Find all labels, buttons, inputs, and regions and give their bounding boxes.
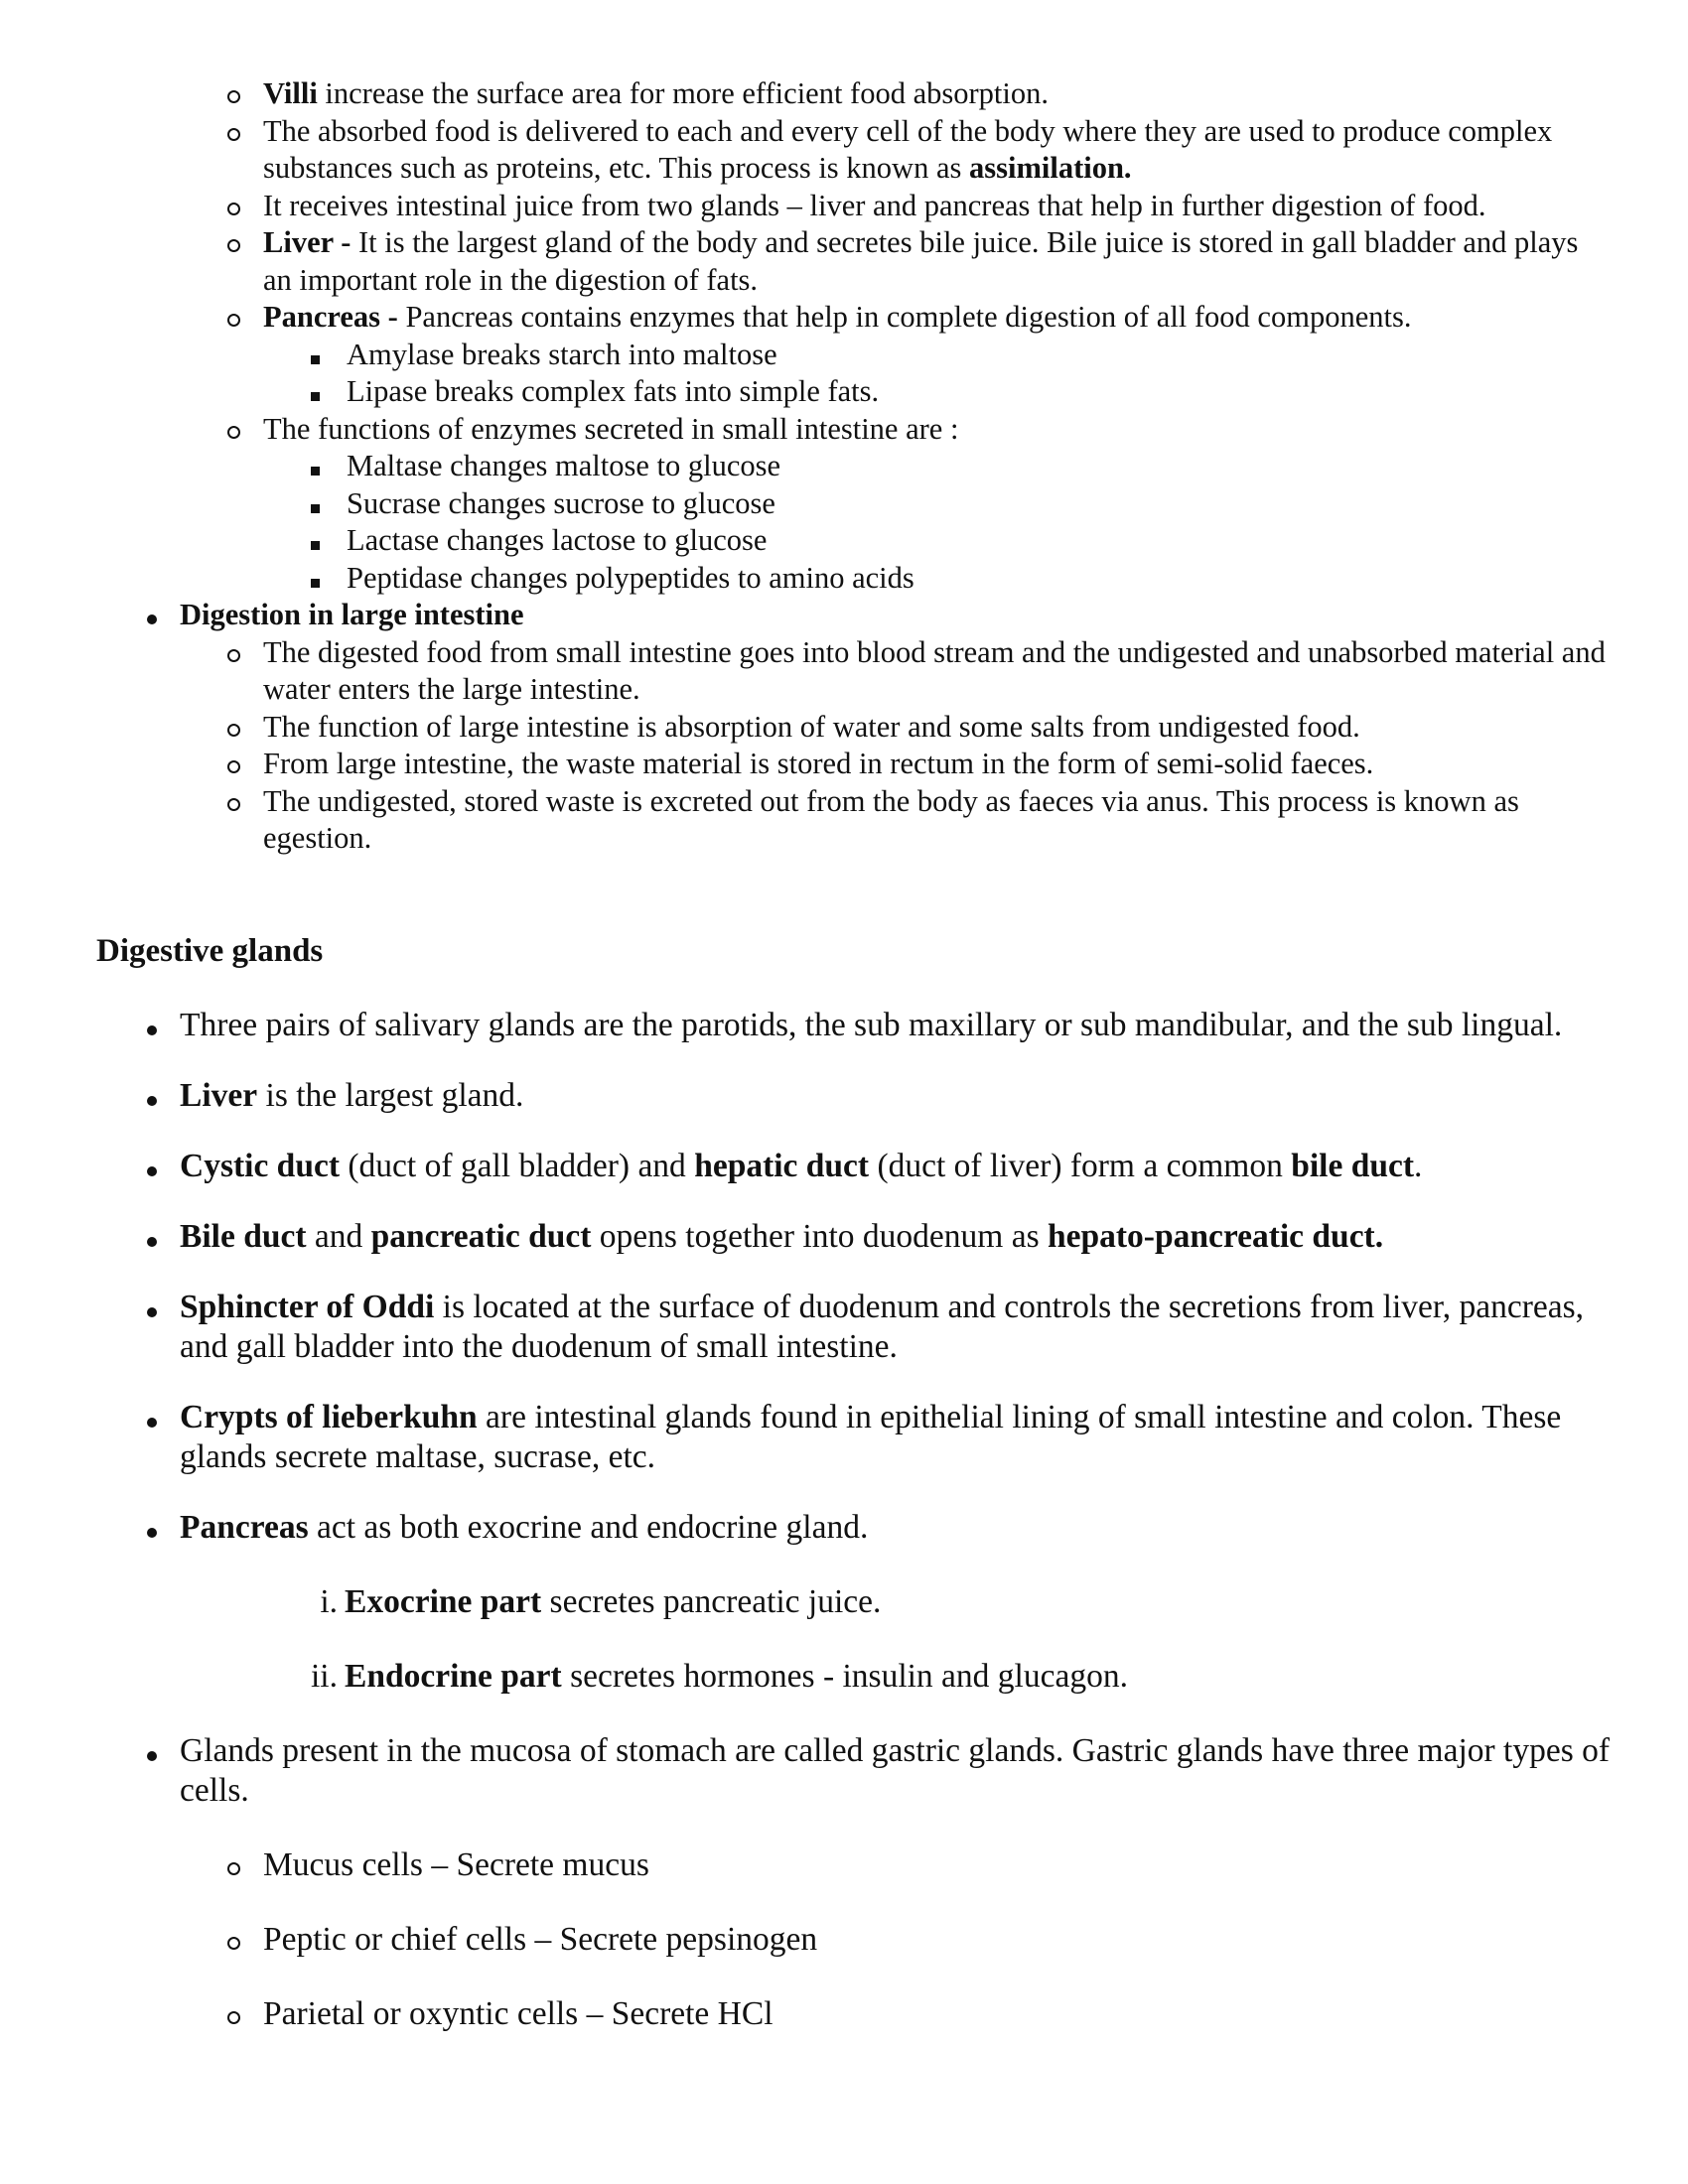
item-text: It is the largest gland of the body and secretes bile juice. Bile juice is stored in gall bladder and plays an important role in the digestion of fats. — [263, 225, 1579, 297]
item-text: The undigested, stored waste is excreted out from the body as faeces via anus. This process is known as egestion. — [263, 783, 1519, 855]
item-text: is located at the surface of duodenum and controls the secretions from liver, pancreas, and gall bladder into the duodenum of small intestine. — [180, 1289, 1584, 1365]
hollow-circle-bullet-icon — [227, 188, 240, 225]
term-hepato-pancreatic-duct: hepato-pancreatic duct. — [1048, 1218, 1384, 1255]
list-item — [0, 1076, 1688, 1116]
square-bullet-icon — [311, 560, 320, 598]
item-text: The digested food from small intestine goes into blood stream and the undigested and unabsorbed material and water enters the large intestine. — [263, 634, 1606, 706]
hollow-circle-bullet-icon — [227, 746, 240, 783]
item-text: is the largest gland. — [257, 1077, 524, 1114]
term-endocrine-part: Endocrine part — [345, 1658, 562, 1695]
large-intestine-title: Digestion in large intestine — [180, 598, 524, 631]
list-item — [0, 188, 1688, 225]
sub-list-item — [0, 560, 1688, 598]
list-item — [0, 299, 1688, 337]
sub-list-item — [0, 373, 1688, 411]
hollow-circle-bullet-icon — [227, 113, 240, 151]
numbered-item — [0, 1582, 1688, 1622]
sub-list-item — [0, 1845, 1688, 1885]
list-item — [0, 1217, 1688, 1257]
term-hepatic-duct: hepatic duct — [694, 1148, 870, 1184]
term-exocrine-part: Exocrine part — [345, 1583, 542, 1620]
item-text: Mucus cells – Secrete mucus — [263, 1846, 649, 1883]
sub-list-item — [0, 448, 1688, 485]
item-text: Parietal or oxyntic cells – Secrete HCl — [263, 1995, 774, 2032]
term-crypts-of-lieberkuhn: Crypts of lieberkuhn — [180, 1399, 478, 1435]
square-bullet-icon — [311, 485, 320, 523]
term-sphincter-of-oddi: Sphincter of Oddi — [180, 1289, 435, 1325]
list-item — [0, 1731, 1688, 1811]
section-heading: Digestive glands — [96, 933, 324, 969]
item-text: secretes pancreatic juice. — [541, 1583, 882, 1620]
hollow-circle-bullet-icon — [227, 1845, 240, 1885]
digestive-glands-section — [0, 1006, 1688, 2069]
item-text: The functions of enzymes secreted in small intestine are : — [263, 411, 959, 446]
term-pancreas: Pancreas — [180, 1509, 309, 1546]
square-bullet-icon — [311, 448, 320, 485]
item-text: Amylase breaks starch into maltose — [347, 337, 777, 371]
list-item — [0, 1006, 1688, 1045]
small-intestine-section — [0, 75, 1688, 858]
item-text: Maltase changes maltose to glucose — [347, 449, 781, 482]
item-text: Sucrase changes sucrose to glucose — [347, 485, 775, 520]
filled-circle-bullet-icon — [147, 1006, 157, 1045]
list-item — [0, 1508, 1688, 1548]
hollow-circle-bullet-icon — [227, 224, 240, 262]
sub-list-item — [0, 485, 1688, 523]
filled-circle-bullet-icon — [147, 1398, 157, 1437]
sub-list-item — [0, 337, 1688, 374]
item-text: Three pairs of salivary glands are the parotids, the sub maxillary or sub mandibular, and the sub lingual. — [180, 1007, 1563, 1043]
item-text: From large intestine, the waste material is stored in rectum in the form of semi-solid faeces. — [263, 747, 1374, 780]
term-pancreas: Pancreas - — [263, 300, 398, 334]
sub-list-item — [0, 522, 1688, 560]
item-text: (duct of liver) form a common — [869, 1148, 1292, 1184]
item-text: increase the surface area for more efficient food absorption. — [317, 76, 1049, 110]
hollow-circle-bullet-icon — [227, 75, 240, 113]
sub-list-item — [0, 1920, 1688, 1960]
item-text: Glands present in the mucosa of stomach are called gastric glands. Gastric glands have three major types of cells. — [180, 1732, 1611, 1809]
hollow-circle-bullet-icon — [227, 411, 240, 449]
item-text: Peptidase changes polypeptides to amino acids — [347, 560, 914, 595]
item-text: (duct of gall bladder) and — [339, 1148, 695, 1184]
item-text: Lipase breaks complex fats into simple fats. — [347, 374, 880, 408]
term-cystic-duct: Cystic duct — [180, 1148, 340, 1184]
hollow-circle-bullet-icon — [227, 634, 240, 672]
filled-circle-bullet-icon — [147, 1731, 157, 1771]
list-item — [0, 746, 1688, 783]
square-bullet-icon — [311, 337, 320, 374]
item-text: The function of large intestine is absorption of water and some salts from undigested food. — [263, 709, 1360, 744]
item-text: opens together into duodenum as — [591, 1218, 1049, 1255]
list-item — [0, 709, 1688, 747]
term-pancreatic-duct: pancreatic duct — [370, 1218, 592, 1255]
list-item — [0, 75, 1688, 113]
list-item — [0, 1147, 1688, 1186]
list-item — [0, 597, 1688, 634]
list-item — [0, 411, 1688, 449]
item-text: secretes hormones - insulin and glucagon. — [561, 1658, 1128, 1695]
filled-circle-bullet-icon — [147, 1217, 157, 1257]
item-text: act as both exocrine and endocrine gland. — [308, 1509, 869, 1546]
term-bile-duct: bile duct — [1291, 1148, 1414, 1184]
term-liver: Liver — [180, 1077, 258, 1114]
square-bullet-icon — [311, 522, 320, 560]
filled-circle-bullet-icon — [147, 1288, 157, 1327]
list-item — [0, 224, 1688, 299]
hollow-circle-bullet-icon — [227, 1994, 240, 2034]
item-number: i. — [320, 1583, 338, 1620]
item-text: and — [306, 1218, 371, 1255]
item-number: ii. — [311, 1658, 338, 1695]
item-text: Pancreas contains enzymes that help in complete digestion of all food components. — [397, 300, 1412, 334]
term-liver: Liver - — [263, 225, 352, 259]
list-item — [0, 1398, 1688, 1477]
hollow-circle-bullet-icon — [227, 1920, 240, 1960]
item-text: . — [1413, 1148, 1423, 1184]
term-bile-duct: Bile duct — [180, 1218, 307, 1255]
item-text: Lactase changes lactose to glucose — [347, 523, 768, 557]
list-item — [0, 113, 1688, 188]
square-bullet-icon — [311, 373, 320, 411]
item-text: are intestinal glands found in epithelial lining of small intestine and colon. These glands secrete maltase, sucrase, etc. — [180, 1399, 1562, 1475]
filled-circle-bullet-icon — [147, 1508, 157, 1548]
filled-circle-bullet-icon — [147, 1147, 157, 1186]
term-villi: Villi — [263, 76, 318, 110]
hollow-circle-bullet-icon — [227, 299, 240, 337]
filled-circle-bullet-icon — [147, 1076, 157, 1116]
sub-list-item — [0, 1994, 1688, 2034]
hollow-circle-bullet-icon — [227, 709, 240, 747]
numbered-item — [0, 1657, 1688, 1697]
list-item — [0, 634, 1688, 709]
item-text: The absorbed food is delivered to each and every cell of the body where they are used to produce complex substances such as proteins, etc. This process is known as — [263, 113, 1553, 185]
hollow-circle-bullet-icon — [227, 783, 240, 821]
item-text: Peptic or chief cells – Secrete pepsinogen — [263, 1921, 818, 1958]
list-item — [0, 1288, 1688, 1367]
term-assimilation: assimilation. — [969, 151, 1132, 185]
item-text: It receives intestinal juice from two glands – liver and pancreas that help in further digestion of food. — [263, 188, 1486, 222]
filled-circle-bullet-icon — [147, 597, 157, 634]
list-item — [0, 783, 1688, 858]
